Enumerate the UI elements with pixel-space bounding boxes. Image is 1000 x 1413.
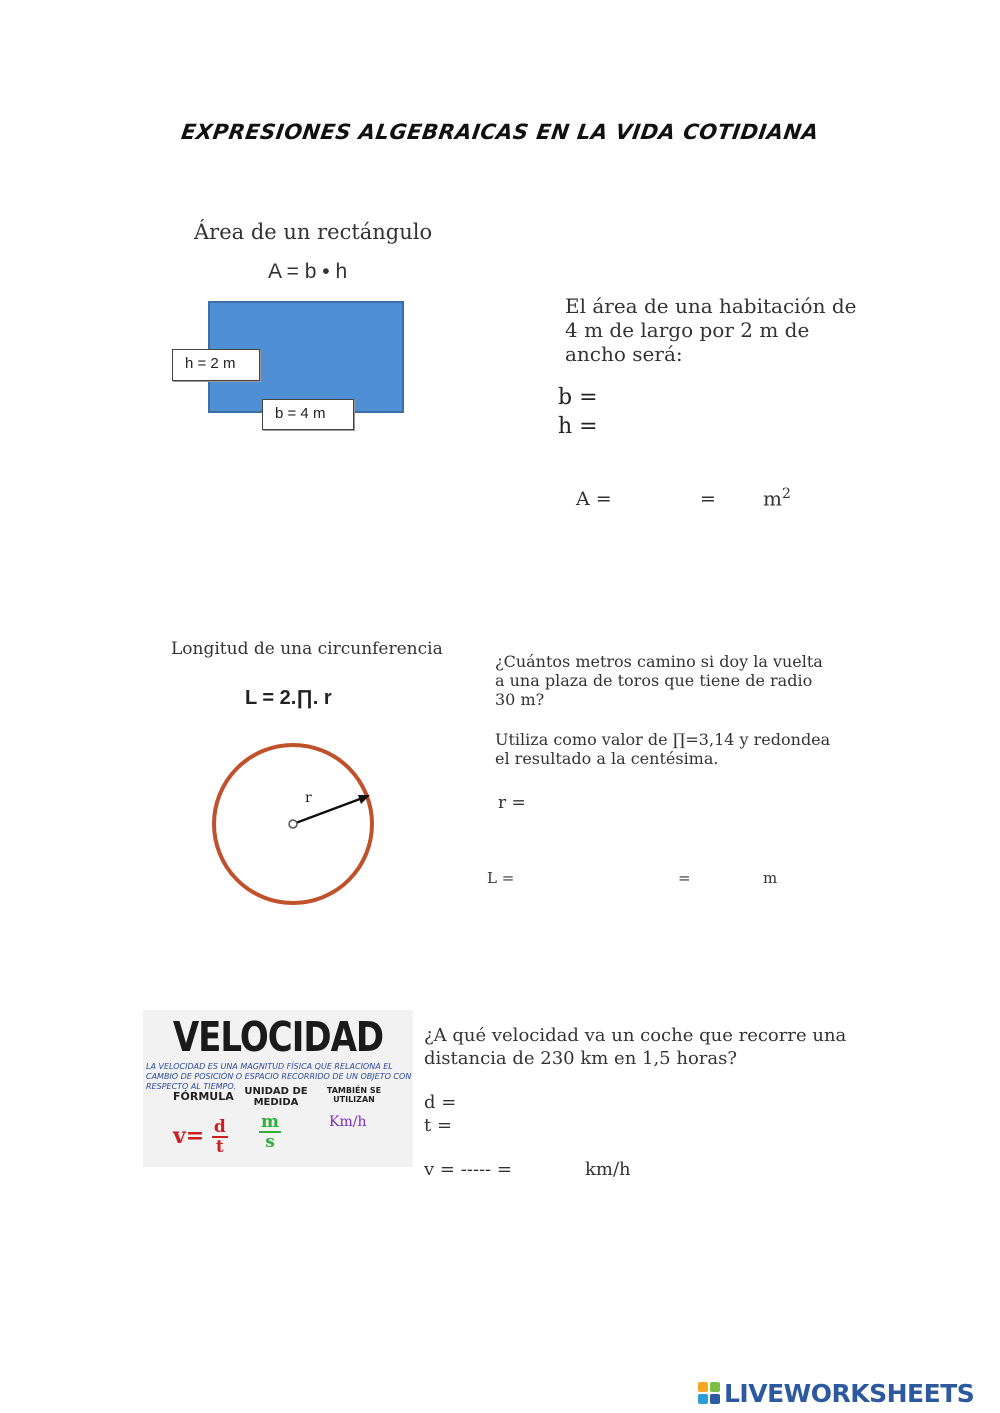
- d-answer-label: d =: [424, 1092, 457, 1113]
- logo-text: LIVEWORKSHEETS: [724, 1378, 975, 1408]
- area-unit: [763, 486, 791, 511]
- question-3-text: ¿A qué velocidad va un coche que recorre una distancia de 230 km en 1,5 horas?: [424, 1025, 847, 1069]
- question-2-text: ¿Cuántos metros camino si doy la vuelta a una plaza de toros que tiene de radio 30 m?: [495, 652, 823, 709]
- question-2-hint: Utiliza como valor de ∏=3,14 y redondea el resultado a la centésima.: [495, 730, 831, 768]
- area-unit-exponent: 2: [781, 486, 791, 502]
- velocity-card-description: LA VELOCIDAD ES UNA MAGNITUD FÍSICA QUE RELACIONA EL CAMBIO DE POSICIÓN O ESPACIO RECORRIDO DE UN OBJETO CON RESPECTO AL TIEMPO.: [146, 1062, 412, 1091]
- r-answer-label: r =: [498, 793, 526, 813]
- velocity-formula: [173, 1118, 228, 1156]
- area-answer-label: A =: [576, 488, 612, 510]
- area-equals: =: [700, 488, 716, 510]
- circle-center: [289, 820, 297, 828]
- length-equals: =: [678, 869, 691, 887]
- velocity-formula-lhs: v=: [173, 1123, 205, 1149]
- velocity-answer-unit: km/h: [585, 1159, 631, 1180]
- area-unit-base: m: [763, 486, 782, 511]
- velocity-answer-label: v = ----- =: [424, 1159, 512, 1180]
- velocity-unit-denominator: s: [265, 1132, 275, 1152]
- velocity-card: [143, 1010, 413, 1167]
- velocity-unit: [259, 1113, 281, 1151]
- length-answer-label: L =: [487, 869, 515, 887]
- velocity-fraction-numerator: d: [213, 1117, 226, 1137]
- velocity-fraction-denominator: t: [215, 1137, 224, 1157]
- velocity-fraction: [212, 1118, 228, 1156]
- logo-icon: [698, 1382, 720, 1404]
- question-1-text: El área de una habitación de 4 m de largo por 2 m de ancho será:: [565, 294, 857, 366]
- b-answer-label: b =: [558, 385, 598, 410]
- formula-column-heading: FÓRMULA: [173, 1090, 234, 1103]
- radius-label: r: [305, 790, 312, 806]
- alt-unit-column-heading: TAMBIÉN SE UTILIZAN: [326, 1086, 382, 1104]
- t-answer-label: t =: [424, 1115, 453, 1136]
- alt-unit: Km/h: [329, 1114, 367, 1130]
- unit-column-heading: UNIDAD DE MEDIDA: [244, 1086, 308, 1108]
- circumference-formula: L = 2.∏. r: [245, 687, 332, 709]
- velocity-card-title: VELOCIDAD: [172, 1014, 384, 1062]
- height-label: h = 2 m: [172, 349, 260, 381]
- circumference-heading: Longitud de una circunferencia: [171, 639, 443, 659]
- liveworksheets-logo[interactable]: [698, 1378, 974, 1408]
- velocity-unit-fraction: [259, 1113, 281, 1151]
- rectangle-heading: Área de un rectángulo: [194, 220, 433, 244]
- rectangle-formula: A = b • h: [268, 260, 348, 283]
- h-answer-label: h =: [558, 414, 598, 439]
- base-label: b = 4 m: [262, 399, 354, 430]
- circle-diagram: [210, 735, 380, 910]
- velocity-unit-numerator: m: [261, 1112, 279, 1132]
- length-unit: m: [763, 869, 778, 887]
- page-title: EXPRESIONES ALGEBRAICAS EN LA VIDA COTIDIANA: [179, 120, 821, 144]
